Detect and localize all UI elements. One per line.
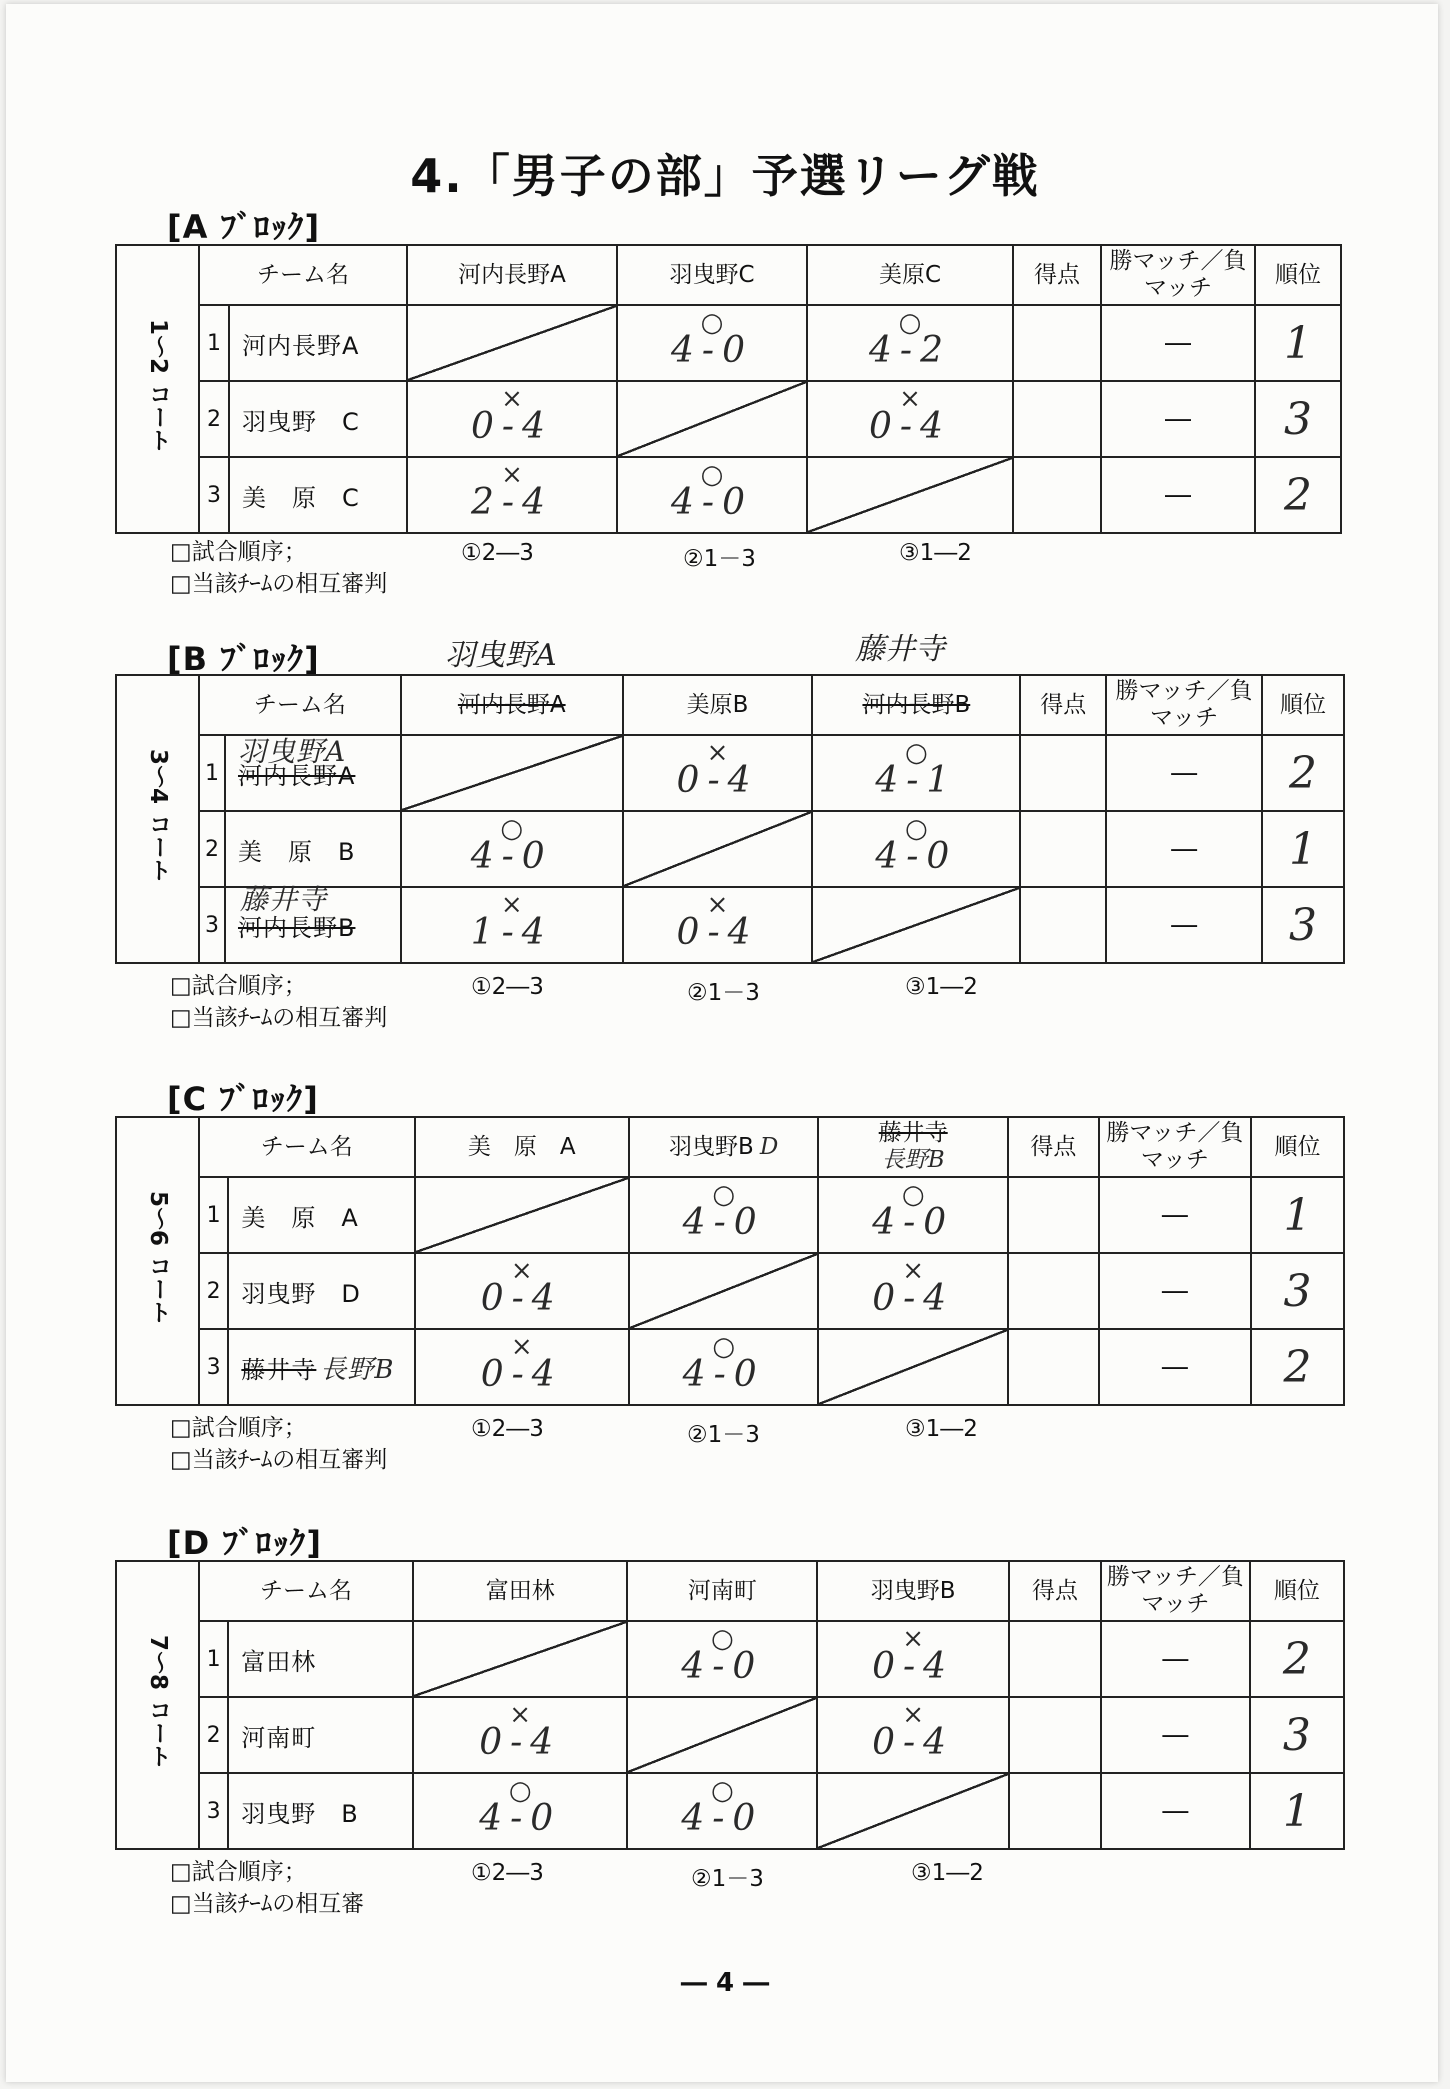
result-mark: × xyxy=(501,384,523,414)
team-name-header: チーム名 xyxy=(199,1117,415,1177)
handwritten-column-note: D xyxy=(759,1133,779,1160)
score-cell xyxy=(807,305,1013,381)
score-cell xyxy=(818,1253,1008,1329)
court-label xyxy=(116,1117,199,1405)
rank-cell: 1 xyxy=(1262,811,1344,887)
block-d-title: [D ﾌﾞﾛｯｸ] xyxy=(167,1524,322,1562)
score-cell xyxy=(415,1329,629,1405)
score: 4-0 xyxy=(479,1797,562,1839)
self-match-cell xyxy=(818,1329,1008,1405)
self-match-cell xyxy=(415,1177,629,1253)
result-mark: × xyxy=(510,1256,533,1286)
points-cell xyxy=(1008,1253,1099,1329)
team-name: 河内長野B xyxy=(237,913,356,942)
points-cell xyxy=(1009,1621,1101,1697)
self-match-cell xyxy=(401,735,623,811)
match-order-2: ②1－3 xyxy=(687,980,760,1006)
team-name: 藤井寺 xyxy=(241,1355,317,1384)
block-d-table xyxy=(115,1560,1345,1850)
result-mark: × xyxy=(899,384,921,414)
notes xyxy=(170,1856,364,1920)
score: 2-4 xyxy=(471,481,553,523)
score-cell xyxy=(817,1621,1009,1697)
result-mark: × xyxy=(500,890,523,920)
rank-header: 順位 xyxy=(1262,675,1344,735)
wins-losses-cell: ― xyxy=(1099,1329,1251,1405)
rank-cell: 3 xyxy=(1251,1253,1344,1329)
team-name-cell xyxy=(225,883,401,963)
handwritten-column-note: 長野B xyxy=(881,1147,945,1173)
score-cell xyxy=(812,811,1020,887)
rank-cell: 3 xyxy=(1262,887,1344,963)
notes xyxy=(170,536,387,600)
wins-losses-cell: ― xyxy=(1101,1621,1250,1697)
score: 4-0 xyxy=(872,1201,955,1243)
score: 0-4 xyxy=(676,759,759,801)
score: 0-4 xyxy=(479,1721,562,1763)
block-c-table xyxy=(115,1116,1345,1406)
points-cell xyxy=(1020,887,1106,963)
order-label: □試合順序； xyxy=(170,1859,307,1885)
score-cell xyxy=(629,1177,819,1253)
block-c-title: [C ﾌﾞﾛｯｸ] xyxy=(167,1080,319,1118)
match-order-2: ②1－3 xyxy=(683,546,756,572)
score-cell xyxy=(401,811,623,887)
result-mark: ○ xyxy=(700,460,724,490)
score-cell xyxy=(401,887,623,963)
team-name-header: チーム名 xyxy=(199,1561,413,1621)
score: 0-4 xyxy=(471,405,553,447)
self-match-cell xyxy=(407,305,617,381)
score: 4-0 xyxy=(671,481,753,523)
result-mark: × xyxy=(706,890,729,920)
points-cell xyxy=(1013,381,1101,457)
points-cell xyxy=(1008,1329,1099,1405)
wins-losses-header: 勝マッチ／負マッチ xyxy=(1106,675,1262,735)
score-cell xyxy=(617,305,807,381)
referee-note: □当該ﾁｰﾑの相互審 xyxy=(170,1891,365,1917)
col-header-3-text: 藤井寺 xyxy=(878,1120,948,1146)
row-number: 1 xyxy=(199,735,225,811)
court-text: 1〜2 コート xyxy=(145,319,171,452)
row-number: 2 xyxy=(199,381,229,457)
points-header: 得点 xyxy=(1009,1561,1101,1621)
score: 4-0 xyxy=(682,1353,765,1395)
wins-losses-header: 勝マッチ／負マッチ xyxy=(1099,1117,1251,1177)
score: 4-0 xyxy=(470,835,553,877)
match-order-1: ①2―3 xyxy=(471,974,544,1000)
rank-header: 順位 xyxy=(1255,245,1341,305)
col-header-2: 美原B xyxy=(623,675,813,735)
row-number: 3 xyxy=(199,457,229,533)
result-mark: × xyxy=(902,1256,925,1286)
score: 0-4 xyxy=(869,405,951,447)
score-cell xyxy=(623,887,813,963)
team-name: 美 原 C xyxy=(229,457,407,533)
row-number: 1 xyxy=(199,1177,228,1253)
score-cell xyxy=(807,381,1013,457)
row-number: 2 xyxy=(199,1253,228,1329)
score-cell xyxy=(413,1773,627,1849)
match-order-2: ②1－3 xyxy=(691,1866,764,1892)
block-a xyxy=(115,200,1345,620)
rank-cell: 2 xyxy=(1255,457,1341,533)
result-mark: × xyxy=(706,738,729,768)
team-name-header: チーム名 xyxy=(199,245,407,305)
score-cell xyxy=(818,1177,1008,1253)
rank-cell: 1 xyxy=(1250,1773,1344,1849)
rank-cell: 1 xyxy=(1251,1177,1344,1253)
row-number: 3 xyxy=(199,887,225,963)
result-mark: × xyxy=(902,1700,924,1730)
court-text: 7〜8 コート xyxy=(145,1635,171,1768)
rank-cell: 2 xyxy=(1250,1621,1344,1697)
wins-losses-cell: ― xyxy=(1099,1253,1251,1329)
team-name: 美 原 A xyxy=(228,1177,414,1253)
score: 4-0 xyxy=(681,1797,764,1839)
order-label: □試合順序； xyxy=(170,973,307,999)
row-number: 3 xyxy=(199,1329,228,1405)
team-name: 羽曳野 B xyxy=(228,1773,413,1849)
rank-cell: 2 xyxy=(1251,1329,1344,1405)
score: 0-4 xyxy=(872,1645,955,1687)
score-cell xyxy=(415,1253,629,1329)
result-mark: × xyxy=(501,460,523,490)
score: 4-0 xyxy=(875,835,958,877)
row-number: 1 xyxy=(199,305,229,381)
match-order-3: ③1―2 xyxy=(911,1860,984,1886)
result-mark: ○ xyxy=(712,1332,736,1362)
row-number: 1 xyxy=(199,1621,228,1697)
score: 4-0 xyxy=(671,329,753,371)
row-number: 2 xyxy=(199,1697,228,1773)
col-header-1: 河内長野A xyxy=(401,675,623,735)
team-name: 羽曳野 C xyxy=(229,381,407,457)
result-mark: ○ xyxy=(905,814,928,844)
self-match-cell xyxy=(807,457,1013,533)
match-order-1: ①2―3 xyxy=(471,1860,544,1886)
col-header-2 xyxy=(629,1117,819,1177)
match-order-1: ①2―3 xyxy=(461,540,534,566)
self-match-cell xyxy=(817,1773,1009,1849)
col-header-2-text: 羽曳野B xyxy=(669,1133,754,1160)
points-header: 得点 xyxy=(1013,245,1101,305)
block-b-title: [B ﾌﾞﾛｯｸ] xyxy=(167,640,320,678)
score: 0-4 xyxy=(480,1277,563,1319)
match-order-3: ③1―2 xyxy=(905,974,978,1000)
wins-losses-cell: ― xyxy=(1101,305,1255,381)
court-text: 3〜4 コート xyxy=(145,749,171,882)
referee-note: □当該ﾁｰﾑの相互審判 xyxy=(170,1447,388,1473)
col-header-3: 羽曳野B xyxy=(817,1561,1009,1621)
page-number: ― 4 ― xyxy=(680,1968,770,1998)
team-name: 美 原 B xyxy=(225,811,401,887)
block-a-table xyxy=(115,244,1342,534)
col-header-3 xyxy=(818,1117,1008,1177)
handwritten-column-note: 藤井寺 xyxy=(855,632,945,667)
rank-cell: 3 xyxy=(1255,381,1341,457)
points-cell xyxy=(1008,1177,1099,1253)
block-b xyxy=(115,628,1345,1048)
points-cell xyxy=(1009,1773,1101,1849)
team-name: 羽曳野 D xyxy=(228,1253,414,1329)
points-cell xyxy=(1020,735,1106,811)
self-match-cell xyxy=(627,1697,817,1773)
handwritten-team-note: 藤井寺 xyxy=(239,883,327,916)
referee-note: □当該ﾁｰﾑの相互審判 xyxy=(170,1005,388,1031)
court-label xyxy=(116,675,199,963)
points-cell xyxy=(1013,457,1101,533)
score: 4-2 xyxy=(869,329,951,371)
self-match-cell xyxy=(617,381,807,457)
result-mark: ○ xyxy=(712,1180,736,1210)
points-header: 得点 xyxy=(1008,1117,1099,1177)
team-name: 河南町 xyxy=(228,1697,413,1773)
result-mark: ○ xyxy=(500,814,524,844)
block-a-title: [A ﾌﾞﾛｯｸ] xyxy=(167,208,321,246)
rank-cell: 1 xyxy=(1255,305,1341,381)
score: 0-4 xyxy=(480,1353,563,1395)
block-b-table xyxy=(115,674,1345,964)
score-cell xyxy=(812,735,1020,811)
wins-losses-cell: ― xyxy=(1106,735,1262,811)
order-label: □試合順序； xyxy=(170,539,307,565)
wins-losses-header: 勝マッチ／負マッチ xyxy=(1101,245,1255,305)
referee-note: □当該ﾁｰﾑの相互審判 xyxy=(170,571,388,597)
match-order-1: ①2―3 xyxy=(471,1416,544,1442)
page-title: 4.「男子の部」予選リーグ戦 xyxy=(410,149,1040,203)
match-order-3: ③1―2 xyxy=(899,540,972,566)
order-label: □試合順序； xyxy=(170,1415,307,1441)
score-cell xyxy=(627,1621,817,1697)
self-match-cell xyxy=(413,1621,627,1697)
self-match-cell xyxy=(623,811,813,887)
result-mark: × xyxy=(509,1700,532,1730)
rank-header: 順位 xyxy=(1250,1561,1344,1621)
wins-losses-cell: ― xyxy=(1106,811,1262,887)
match-order-3: ③1―2 xyxy=(905,1416,978,1442)
block-d xyxy=(115,1512,1345,1932)
points-cell xyxy=(1009,1697,1101,1773)
team-name: 河内長野A xyxy=(229,305,407,381)
col-header-2: 河南町 xyxy=(627,1561,817,1621)
score-cell xyxy=(407,457,617,533)
result-mark: ○ xyxy=(700,308,724,338)
score: 1-4 xyxy=(470,911,553,953)
score-cell xyxy=(627,1773,817,1849)
score-cell xyxy=(623,735,813,811)
wins-losses-cell: ― xyxy=(1101,457,1255,533)
rank-cell: 2 xyxy=(1262,735,1344,811)
team-name-header: チーム名 xyxy=(199,675,401,735)
result-mark: ○ xyxy=(710,1776,734,1806)
row-number: 2 xyxy=(199,811,225,887)
team-name: 富田林 xyxy=(228,1621,413,1697)
score-cell xyxy=(629,1329,819,1405)
col-header-1: 富田林 xyxy=(413,1561,627,1621)
points-cell xyxy=(1013,305,1101,381)
notes xyxy=(170,970,387,1034)
block-c xyxy=(115,1068,1345,1488)
wins-losses-cell: ― xyxy=(1101,1697,1250,1773)
col-header-1: 美 原 A xyxy=(415,1117,629,1177)
score-cell xyxy=(817,1697,1009,1773)
court-label xyxy=(116,1561,199,1849)
score: 4-1 xyxy=(875,759,958,801)
handwritten-column-note: 羽曳野A xyxy=(445,638,557,673)
rank-header: 順位 xyxy=(1251,1117,1344,1177)
col-header-3: 河内長野B xyxy=(812,675,1020,735)
wins-losses-header: 勝マッチ／負マッチ xyxy=(1101,1561,1250,1621)
score: 4-0 xyxy=(682,1201,765,1243)
result-mark: × xyxy=(510,1332,533,1362)
col-header-3: 美原C xyxy=(807,245,1013,305)
wins-losses-cell: ― xyxy=(1106,887,1262,963)
col-header-2: 羽曳野C xyxy=(617,245,807,305)
score-cell xyxy=(413,1697,627,1773)
wins-losses-cell: ― xyxy=(1101,1773,1250,1849)
self-match-cell xyxy=(812,887,1020,963)
score: 0-4 xyxy=(676,911,759,953)
handwritten-team-note: 羽曳野A xyxy=(237,735,347,768)
team-name-cell xyxy=(228,1329,414,1405)
result-mark: ○ xyxy=(901,1180,925,1210)
team-name-cell xyxy=(225,735,401,811)
score-cell xyxy=(617,457,807,533)
result-mark: ○ xyxy=(898,308,922,338)
court-label xyxy=(116,245,199,533)
score: 0-4 xyxy=(872,1277,955,1319)
wins-losses-cell: ― xyxy=(1099,1177,1251,1253)
court-text: 5〜6 コート xyxy=(145,1191,171,1324)
rank-cell: 3 xyxy=(1250,1697,1344,1773)
points-header: 得点 xyxy=(1020,675,1106,735)
score-cell xyxy=(407,381,617,457)
self-match-cell xyxy=(629,1253,819,1329)
score: 4-0 xyxy=(681,1645,764,1687)
handwritten-team-note: 長野B xyxy=(320,1354,395,1385)
result-mark: ○ xyxy=(508,1776,532,1806)
row-number: 3 xyxy=(199,1773,228,1849)
team-name: 河内長野A xyxy=(237,761,356,790)
notes xyxy=(170,1412,387,1476)
result-mark: ○ xyxy=(710,1624,734,1654)
col-header-1: 河内長野A xyxy=(407,245,617,305)
points-cell xyxy=(1020,811,1106,887)
result-mark: ○ xyxy=(905,738,928,768)
score: 0-4 xyxy=(872,1721,955,1763)
match-order-2: ②1－3 xyxy=(687,1422,760,1448)
result-mark: × xyxy=(902,1624,924,1654)
wins-losses-cell: ― xyxy=(1101,381,1255,457)
